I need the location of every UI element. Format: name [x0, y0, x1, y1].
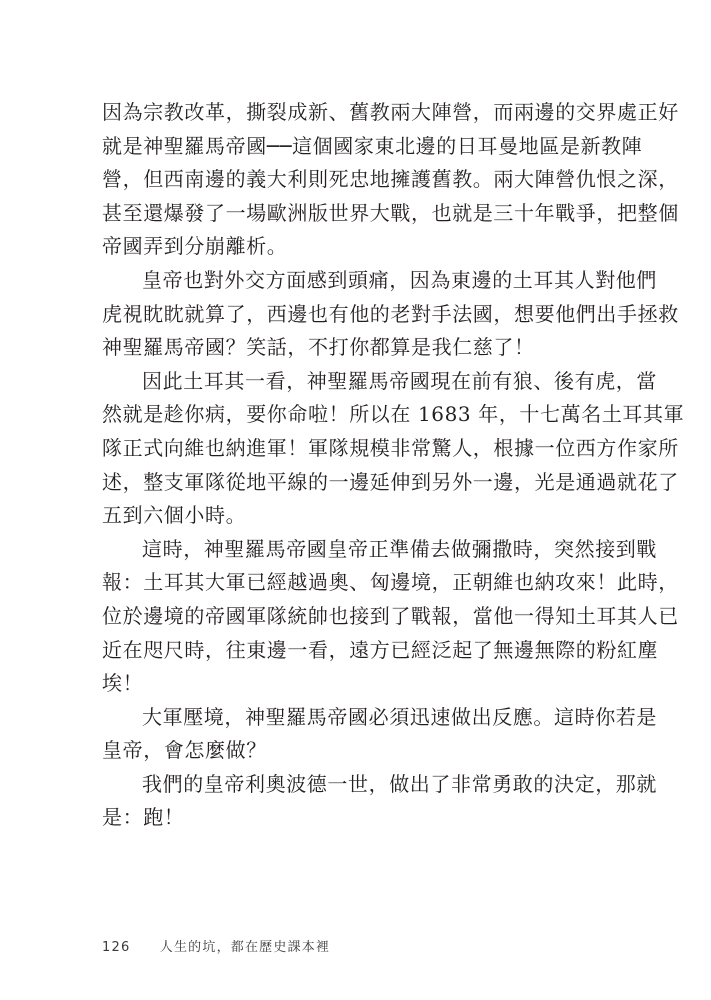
text-line: 神聖羅馬帝國？笑話，不打你都算是我仁慈了！ [102, 335, 535, 360]
text-line: 這時，神聖羅馬帝國皇帝正準備去做彌撒時，突然接到戰 [142, 536, 657, 561]
text-line: 甚至還爆發了一場歐洲版世界大戰，也就是三十年戰爭，把整個 [102, 200, 679, 225]
text-line: 因此土耳其一看，神聖羅馬帝國現在前有狼、後有虎，當 [142, 368, 657, 393]
text-line: 近在咫尺時，往東邊一看，遠方已經泛起了無邊無際的粉紅塵 [102, 637, 659, 662]
text-line: 述，整支軍隊從地平線的一邊延伸到另外一邊，光是通過就花了 [102, 469, 679, 494]
paragraph [102, 701, 657, 768]
paragraph [102, 96, 679, 264]
text-line: 營，但西南邊的義大利則死忠地擁護舊教。兩大陣營仇恨之深， [102, 167, 679, 192]
page-footer [102, 936, 330, 955]
paragraph [102, 533, 679, 701]
page-number: 126 [102, 940, 131, 955]
text-line: 我們的皇帝利奧波德一世，做出了非常勇敢的決定，那就 [142, 771, 657, 796]
text-line: 埃！ [102, 671, 144, 696]
book-title: 人生的坑，都在歷史課本裡 [159, 940, 331, 955]
text-line: 大軍壓境，神聖羅馬帝國必須迅速做出反應。這時你若是 [142, 704, 657, 729]
text-line: 是：跑！ [102, 805, 185, 830]
text-line: 位於邊境的帝國軍隊統帥也接到了戰報，當他一得知土耳其人已 [102, 603, 679, 628]
text-line: 隊正式向維也納進軍！軍隊規模非常驚人，根據一位西方作家所 [102, 435, 679, 460]
text-line: 皇帝，會怎麼做？ [102, 738, 267, 763]
body-text [102, 96, 685, 835]
paragraph [102, 264, 679, 365]
text-line: 然就是趁你病，要你命啦！所以在 1683 年，十七萬名土耳其軍 [102, 402, 685, 427]
text-line: 帝國弄到分崩離析。 [102, 234, 288, 259]
paragraph [102, 365, 685, 533]
text-line: 皇帝也對外交方面感到頭痛，因為東邊的土耳其人對他們 [142, 267, 657, 292]
text-line: 五到六個小時。 [102, 503, 247, 528]
text-line: 因為宗教改革，撕裂成新、舊教兩大陣營，而兩邊的交界處正好 [102, 100, 679, 124]
text-line: 就是神聖羅馬帝國──這個國家東北邊的日耳曼地區是新教陣 [102, 133, 643, 158]
paragraph [102, 768, 657, 835]
text-line: 報：土耳其大軍已經越過奧、匈邊境，正朝維也納攻來！此時， [102, 570, 679, 595]
text-line: 虎視眈眈就算了，西邊也有他的老對手法國，想要他們出手拯救 [102, 301, 679, 326]
